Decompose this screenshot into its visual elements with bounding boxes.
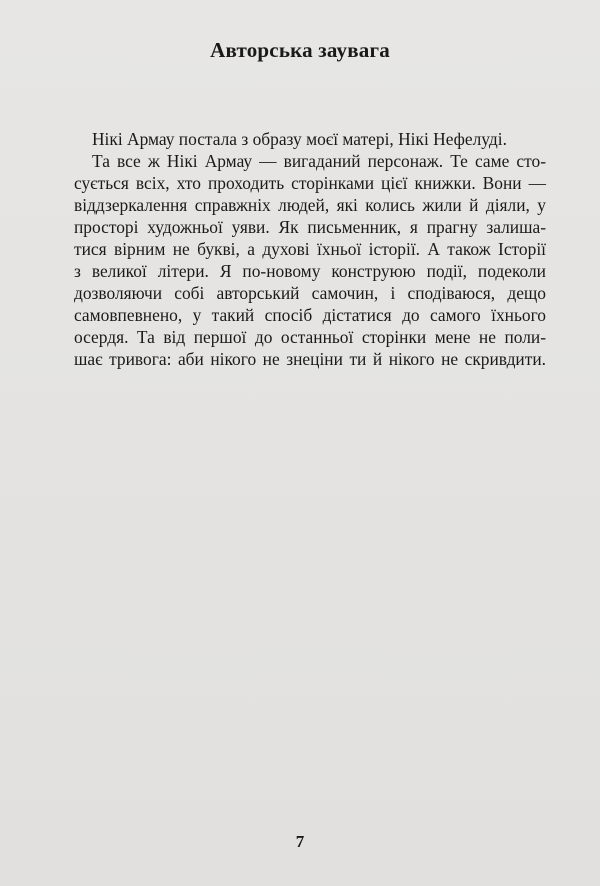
text-line: сується всіх, хто проходить сторінками цієї книжки. Вони —: [74, 173, 546, 193]
text-line: дозволяючи собі авторський самочин, і сподіваюся, дещо: [74, 283, 546, 303]
text-line: віддзеркалення справжніх людей, які колись жили й діяли, у: [74, 195, 546, 215]
page-number: 7: [295, 832, 305, 851]
body-text: [56, 128, 546, 370]
text-line: тися вірним не букві, а духові їхньої історії. А також Історії: [74, 239, 546, 259]
text-line: Та все ж Нікі Армау — вигаданий персонаж. Те саме сто-: [92, 151, 546, 171]
paragraph-2: [56, 150, 546, 370]
text-line: Нікі Армау постала з образу моєї матері, Нікі Нефелуді.: [92, 129, 507, 149]
text-line: осердя. Та від першої до останньої сторінки мене не поли-: [74, 327, 546, 347]
text-line: просторі художньої уяви. Як письменник, я прагну залиша-: [74, 217, 546, 237]
text-line: з великої літери. Я по-новому конструюю події, подеколи: [74, 261, 546, 281]
page-title: Авторська заувага: [210, 38, 390, 62]
text-line: шає тривога: аби нікого не знеціни ти й нікого не скривдити.: [74, 349, 546, 369]
paragraph-1: [56, 128, 546, 150]
text-line: самовпевнено, у такий спосіб дістатися до самого їхнього: [74, 305, 546, 325]
